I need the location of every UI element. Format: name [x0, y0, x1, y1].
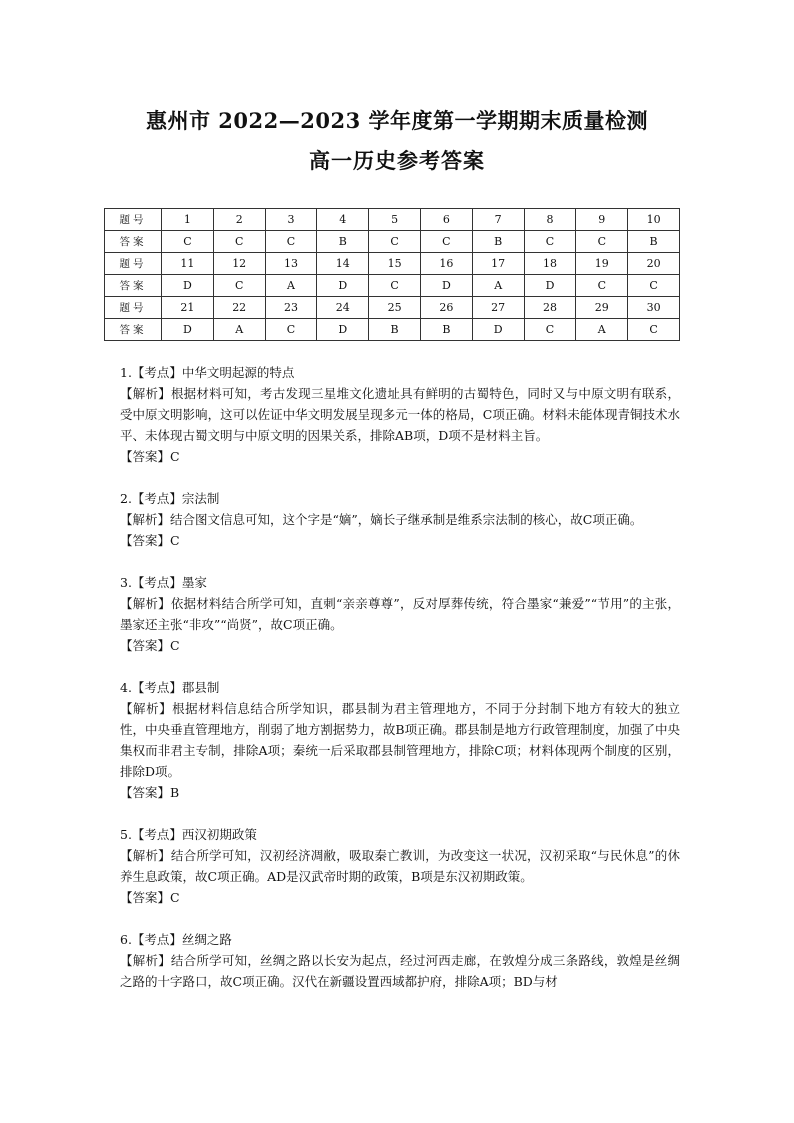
- kaodian-line: 6.【考点】丝绸之路: [120, 932, 232, 947]
- number-cell: 5: [369, 209, 421, 231]
- answer-cell: C: [576, 231, 628, 253]
- kaodian-line: 2.【考点】宗法制: [120, 491, 220, 506]
- number-cell: 3: [265, 209, 317, 231]
- document-subtitle: 高一历史参考答案: [309, 148, 485, 173]
- answer-cell: B: [369, 319, 421, 341]
- header-cell: 答案: [105, 275, 162, 297]
- kaodian-line: 1.【考点】中华文明起源的特点: [120, 365, 295, 380]
- analysis-text: 【解析】结合所学可知，汉初经济凋敝，吸取秦亡教训，为改变这一状况，汉初采取“与民休息”的休养生息政策，故C项正确。AD是汉武帝时期的政策，B项是东汉初期政策。: [120, 848, 680, 884]
- answer-line: 【答案】C: [120, 638, 180, 653]
- kaodian-line: 5.【考点】西汉初期政策: [120, 827, 257, 842]
- table-row-answer: [105, 319, 680, 341]
- number-cell: 25: [369, 297, 421, 319]
- explanation-item: [120, 929, 680, 992]
- answer-cell: C: [420, 231, 472, 253]
- explanation-item: [120, 572, 680, 656]
- number-cell: 22: [213, 297, 265, 319]
- answer-cell: C: [524, 319, 576, 341]
- number-cell: 16: [420, 253, 472, 275]
- answer-cell: A: [576, 319, 628, 341]
- answer-cell: C: [162, 231, 214, 253]
- answer-cell: C: [369, 231, 421, 253]
- header-cell: 题号: [105, 253, 162, 275]
- answer-cell: D: [162, 275, 214, 297]
- number-cell: 21: [162, 297, 214, 319]
- explanation-item: [120, 677, 680, 803]
- table-row-number: [105, 209, 680, 231]
- number-cell: 17: [472, 253, 524, 275]
- analysis-text: 【解析】结合图文信息可知，这个字是“嫡”，嫡长子继承制是维系宗法制的核心，故C项正确。: [120, 512, 643, 527]
- answer-line: 【答案】B: [120, 785, 180, 800]
- explanation-item: [120, 362, 680, 467]
- number-cell: 9: [576, 209, 628, 231]
- answer-cell: D: [162, 319, 214, 341]
- number-cell: 4: [317, 209, 369, 231]
- answer-cell: A: [213, 319, 265, 341]
- analysis-text: 【解析】依据材料结合所学可知，直刺“亲亲尊尊”，反对厚葬传统，符合墨家“兼爱”“节用”的主张，墨家还主张“非攻”“尚贤”，故C项正确。: [120, 596, 680, 632]
- number-cell: 29: [576, 297, 628, 319]
- number-cell: 27: [472, 297, 524, 319]
- number-cell: 19: [576, 253, 628, 275]
- header-cell: 答案: [105, 231, 162, 253]
- answer-cell: B: [317, 231, 369, 253]
- number-cell: 30: [628, 297, 680, 319]
- number-cell: 11: [162, 253, 214, 275]
- answer-line: 【答案】C: [120, 449, 180, 464]
- analysis-text: 【解析】根据材料可知，考古发现三星堆文化遗址具有鲜明的古蜀特色，同时又与中原文明有联系，受中原文明影响，这可以佐证中华文明发展呈现多元一体的格局，C项正确。材料未能体现青铜技术水平、未体现古蜀文明与中原文明的因果关系，排除AB项，D项不是材料主旨。: [120, 386, 680, 443]
- table-row-number: [105, 253, 680, 275]
- kaodian-line: 3.【考点】墨家: [120, 575, 207, 590]
- answer-cell: C: [628, 319, 680, 341]
- number-cell: 20: [628, 253, 680, 275]
- table-row-answer: [105, 275, 680, 297]
- answer-cell: C: [628, 275, 680, 297]
- answer-table: [104, 208, 680, 341]
- answer-cell: A: [472, 275, 524, 297]
- answer-cell: D: [420, 275, 472, 297]
- answer-cell: C: [265, 319, 317, 341]
- number-cell: 6: [420, 209, 472, 231]
- explanation-item: [120, 824, 680, 908]
- answer-cell: D: [524, 275, 576, 297]
- answer-cell: C: [265, 231, 317, 253]
- number-cell: 15: [369, 253, 421, 275]
- analysis-text: 【解析】根据材料信息结合所学知识，郡县制为君主管理地方，不同于分封制下地方有较大的独立性，中央垂直管理地方，削弱了地方割据势力，故B项正确。郡县制是地方行政管理制度，加强了中央集权而非君主专制，排除A项；秦统一后采取郡县制管理地方，排除C项；材料体现两个制度的区别，排除D项。: [120, 701, 680, 779]
- answer-cell: B: [628, 231, 680, 253]
- answer-cell: D: [472, 319, 524, 341]
- answer-cell: C: [576, 275, 628, 297]
- answer-cell: B: [472, 231, 524, 253]
- header-cell: 答案: [105, 319, 162, 341]
- number-cell: 12: [213, 253, 265, 275]
- number-cell: 14: [317, 253, 369, 275]
- answer-cell: C: [524, 231, 576, 253]
- number-cell: 23: [265, 297, 317, 319]
- number-cell: 18: [524, 253, 576, 275]
- answer-line: 【答案】C: [120, 533, 180, 548]
- answer-cell: C: [213, 231, 265, 253]
- answer-cell: D: [317, 275, 369, 297]
- explanations: [120, 362, 680, 1013]
- answer-cell: B: [420, 319, 472, 341]
- number-cell: 26: [420, 297, 472, 319]
- explanation-item: [120, 488, 680, 551]
- number-cell: 8: [524, 209, 576, 231]
- answer-cell: A: [265, 275, 317, 297]
- number-cell: 24: [317, 297, 369, 319]
- analysis-text: 【解析】结合所学可知，丝绸之路以长安为起点，经过河西走廊，在敦煌分成三条路线，敦煌是丝绸之路的十字路口，故C项正确。汉代在新疆设置西域都护府，排除A项；BD与材: [120, 953, 680, 989]
- number-cell: 28: [524, 297, 576, 319]
- number-cell: 10: [628, 209, 680, 231]
- header-cell: 题号: [105, 209, 162, 231]
- number-cell: 2: [213, 209, 265, 231]
- answer-cell: C: [213, 275, 265, 297]
- kaodian-line: 4.【考点】郡县制: [120, 680, 220, 695]
- number-cell: 13: [265, 253, 317, 275]
- answer-cell: C: [369, 275, 421, 297]
- answer-cell: D: [317, 319, 369, 341]
- number-cell: 1: [162, 209, 214, 231]
- number-cell: 7: [472, 209, 524, 231]
- answer-line: 【答案】C: [120, 890, 180, 905]
- document-title: 惠州市 2022—2023 学年度第一学期期末质量检测: [145, 108, 648, 133]
- header-cell: 题号: [105, 297, 162, 319]
- table-row-answer: [105, 231, 680, 253]
- table-row-number: [105, 297, 680, 319]
